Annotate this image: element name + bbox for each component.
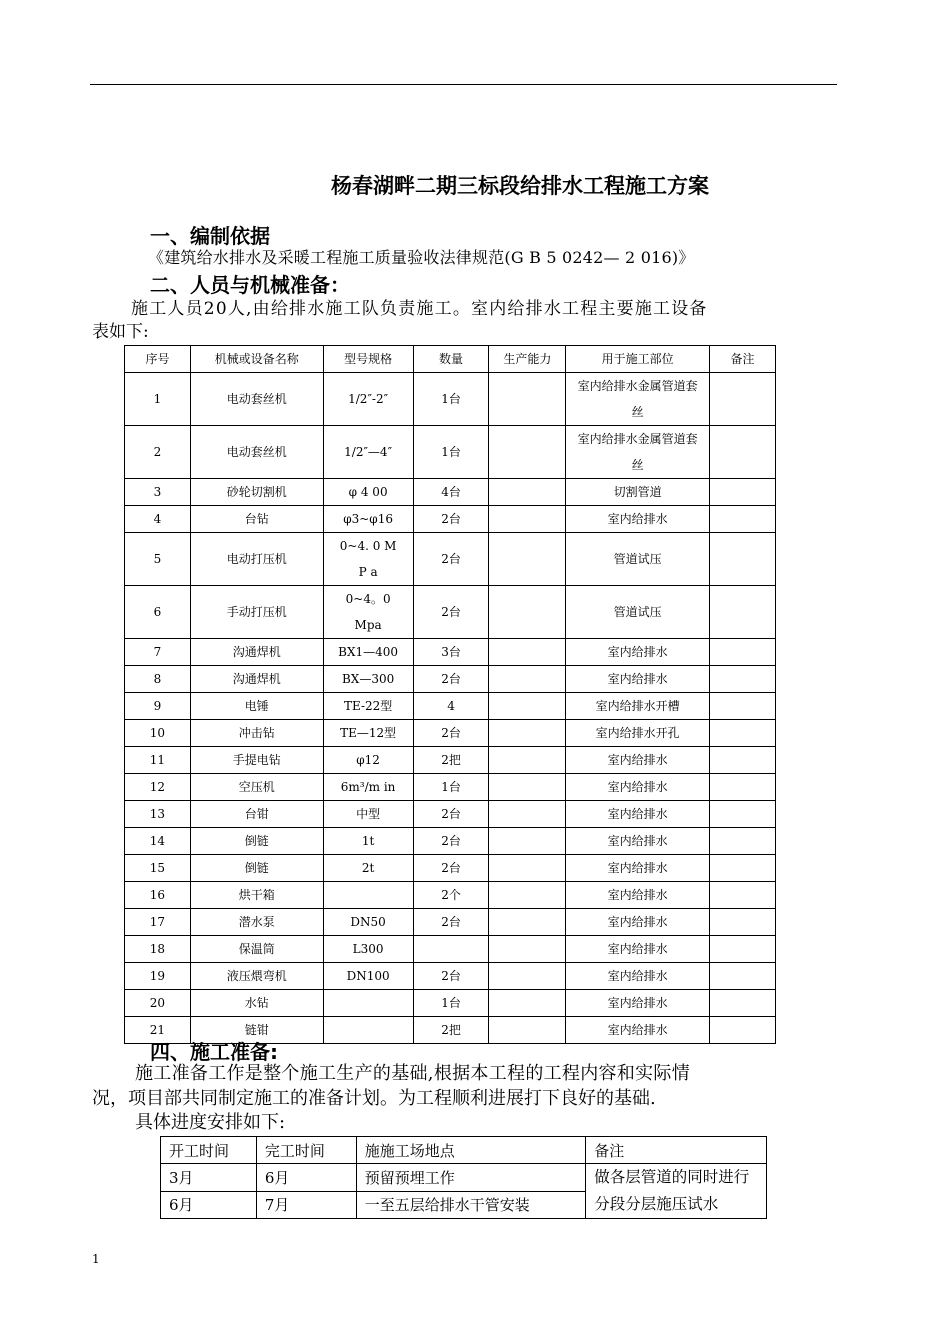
note-cell [710,963,776,990]
qty-cell: 2台 [413,720,489,747]
usage-cell: 室内给排水 [566,774,710,801]
schedule-header-note: 备注 [586,1137,767,1164]
section-2-text-line1: 施工人员20人,由给排水施工队负责施工。室内给排水工程主要施工设备 [131,299,708,319]
equipment-row [125,801,776,828]
seq-cell: 14 [125,828,191,855]
seq-cell: 4 [125,506,191,533]
header-rule [90,84,837,85]
qty-cell: 1台 [413,990,489,1017]
schedule-header-row [161,1137,767,1164]
capacity-cell [489,1017,566,1044]
equipment-row [125,882,776,909]
seq-cell: 11 [125,747,191,774]
seq-cell: 21 [125,1017,191,1044]
usage-cell: 室内给排水 [566,801,710,828]
usage-cell: 室内给排水 [566,936,710,963]
usage-cell: 室内给排水 [566,990,710,1017]
usage-cell: 室内给排水开槽 [566,693,710,720]
equipment-header-name: 机械或设备名称 [190,346,323,373]
seq-cell: 7 [125,639,191,666]
equipment-header-qty: 数量 [413,346,489,373]
capacity-cell [489,801,566,828]
qty-cell: 2台 [413,533,489,586]
name-cell: 砂轮切割机 [190,479,323,506]
equipment-row [125,479,776,506]
note-cell [710,693,776,720]
seq-cell: 15 [125,855,191,882]
note-cell [710,909,776,936]
model-cell: 0~4。0 Mpa [323,586,413,639]
equipment-row [125,693,776,720]
schedule-location-cell: 预留预埋工作 [356,1164,586,1192]
capacity-cell [489,586,566,639]
usage-cell: 室内给排水 [566,855,710,882]
note-cell [710,586,776,639]
section-1-heading: 一、编制依据 [150,224,270,248]
name-cell: 电动打压机 [190,533,323,586]
capacity-cell [489,639,566,666]
name-cell: 倒链 [190,828,323,855]
qty-cell: 1台 [413,426,489,479]
usage-cell: 室内给排水 [566,666,710,693]
note-cell [710,506,776,533]
equipment-header-seq: 序号 [125,346,191,373]
usage-cell: 室内给排水金属管道套丝 [566,426,710,479]
equipment-row [125,426,776,479]
section-4-text-line3: 具体进度安排如下: [135,1112,286,1133]
equipment-row [125,828,776,855]
usage-cell: 室内给排水 [566,506,710,533]
note-cell [710,855,776,882]
seq-cell: 17 [125,909,191,936]
qty-cell: 2把 [413,747,489,774]
note-cell [710,479,776,506]
model-cell: φ3~φ16 [323,506,413,533]
name-cell: 电动套丝机 [190,426,323,479]
equipment-row [125,506,776,533]
capacity-cell [489,720,566,747]
schedule-header-end: 完工时间 [256,1137,356,1164]
usage-cell: 室内给排水金属管道套丝 [566,373,710,426]
capacity-cell [489,855,566,882]
capacity-cell [489,990,566,1017]
qty-cell: 2台 [413,909,489,936]
model-cell: TE-22型 [323,693,413,720]
section-2-text-line2: 表如下: [92,322,149,342]
seq-cell: 5 [125,533,191,586]
equipment-header-capacity: 生产能力 [489,346,566,373]
qty-cell: 2台 [413,963,489,990]
note-cell [710,936,776,963]
model-cell: 0~4. 0 M P a [323,533,413,586]
name-cell: 沟通焊机 [190,639,323,666]
note-cell [710,747,776,774]
equipment-table [124,345,776,1044]
schedule-start-cell: 6月 [161,1191,257,1219]
capacity-cell [489,373,566,426]
model-cell: φ 4 00 [323,479,413,506]
note-cell [710,774,776,801]
usage-cell: 室内给排水 [566,909,710,936]
equipment-row [125,533,776,586]
note-cell [710,426,776,479]
name-cell: 沟通焊机 [190,666,323,693]
name-cell: 烘干箱 [190,882,323,909]
equipment-row [125,936,776,963]
equipment-header-model: 型号规格 [323,346,413,373]
note-cell [710,720,776,747]
name-cell: 空压机 [190,774,323,801]
capacity-cell [489,506,566,533]
usage-cell: 管道试压 [566,586,710,639]
note-cell [710,828,776,855]
model-cell: BX—300 [323,666,413,693]
note-cell [710,1017,776,1044]
usage-cell: 管道试压 [566,533,710,586]
qty-cell: 2台 [413,801,489,828]
page-number: 1 [92,1252,100,1266]
schedule-end-cell: 6月 [256,1164,356,1192]
seq-cell: 3 [125,479,191,506]
name-cell: 倒链 [190,855,323,882]
capacity-cell [489,693,566,720]
capacity-cell [489,909,566,936]
model-cell: BX1—400 [323,639,413,666]
seq-cell: 9 [125,693,191,720]
equipment-row [125,909,776,936]
seq-cell: 12 [125,774,191,801]
qty-cell: 2台 [413,506,489,533]
model-cell [323,990,413,1017]
usage-cell: 室内给排水 [566,747,710,774]
section-4-heading: 四、施工准备: [150,1040,278,1064]
equipment-header-usage: 用于施工部位 [566,346,710,373]
equipment-row [125,963,776,990]
note-cell [710,639,776,666]
seq-cell: 19 [125,963,191,990]
capacity-cell [489,747,566,774]
name-cell: 潜水泵 [190,909,323,936]
equipment-row [125,990,776,1017]
seq-cell: 2 [125,426,191,479]
name-cell: 手提电钻 [190,747,323,774]
seq-cell: 1 [125,373,191,426]
note-cell [710,373,776,426]
model-cell: 2t [323,855,413,882]
equipment-row [125,720,776,747]
schedule-table [160,1136,767,1219]
seq-cell: 16 [125,882,191,909]
seq-cell: 10 [125,720,191,747]
equipment-row [125,774,776,801]
qty-cell [413,936,489,963]
capacity-cell [489,666,566,693]
seq-cell: 8 [125,666,191,693]
capacity-cell [489,533,566,586]
note-cell [710,882,776,909]
model-cell: φ12 [323,747,413,774]
equipment-row [125,666,776,693]
schedule-end-cell: 7月 [256,1191,356,1219]
capacity-cell [489,963,566,990]
document-title: 杨春湖畔二期三标段给排水工程施工方案 [331,174,709,198]
usage-cell: 室内给排水 [566,963,710,990]
equipment-row [125,855,776,882]
model-cell [323,1017,413,1044]
seq-cell: 13 [125,801,191,828]
qty-cell: 1台 [413,373,489,426]
note-cell [710,533,776,586]
schedule-header-location: 施施工场地点 [356,1137,586,1164]
qty-cell: 4 [413,693,489,720]
equipment-row [125,747,776,774]
name-cell: 保温筒 [190,936,323,963]
qty-cell: 2台 [413,828,489,855]
section-1-text: 《建筑给水排水及采暖工程施工质量验收法律规范(G B 5 0242— 2 016)》 [148,248,695,267]
model-cell: 6m³/m in [323,774,413,801]
capacity-cell [489,936,566,963]
schedule-location-cell: 一至五层给排水干管安装 [356,1191,586,1219]
schedule-header-start: 开工时间 [161,1137,257,1164]
schedule-start-cell: 3月 [161,1164,257,1192]
qty-cell: 1台 [413,774,489,801]
model-cell: DN100 [323,963,413,990]
model-cell: TE—12型 [323,720,413,747]
name-cell: 液压煨弯机 [190,963,323,990]
qty-cell: 4台 [413,479,489,506]
equipment-row [125,639,776,666]
note-cell [710,666,776,693]
equipment-header-row [125,346,776,373]
model-cell: 1/2″-2″ [323,373,413,426]
name-cell: 电锤 [190,693,323,720]
model-cell: 1/2″—4″ [323,426,413,479]
section-4-text-line1: 施工准备工作是整个施工生产的基础,根据本工程的工程内容和实际情 [135,1063,691,1084]
name-cell: 电动套丝机 [190,373,323,426]
usage-cell: 切割管道 [566,479,710,506]
model-cell: 1t [323,828,413,855]
qty-cell: 2把 [413,1017,489,1044]
name-cell: 手动打压机 [190,586,323,639]
model-cell: DN50 [323,909,413,936]
capacity-cell [489,774,566,801]
capacity-cell [489,882,566,909]
seq-cell: 20 [125,990,191,1017]
usage-cell: 室内给排水 [566,1017,710,1044]
note-cell [710,990,776,1017]
capacity-cell [489,479,566,506]
name-cell: 台钳 [190,801,323,828]
section-2-heading: 二、人员与机械准备： [150,273,350,297]
usage-cell: 室内给排水 [566,828,710,855]
capacity-cell [489,828,566,855]
qty-cell: 2台 [413,666,489,693]
qty-cell: 2台 [413,855,489,882]
seq-cell: 6 [125,586,191,639]
qty-cell: 2个 [413,882,489,909]
equipment-row [125,586,776,639]
model-cell [323,882,413,909]
qty-cell: 2台 [413,586,489,639]
note-cell [710,801,776,828]
name-cell: 冲击钻 [190,720,323,747]
qty-cell: 3台 [413,639,489,666]
name-cell: 水钻 [190,990,323,1017]
capacity-cell [489,426,566,479]
equipment-row [125,373,776,426]
usage-cell: 室内给排水开孔 [566,720,710,747]
model-cell: 中型 [323,801,413,828]
schedule-row [161,1164,767,1192]
model-cell: L300 [323,936,413,963]
seq-cell: 18 [125,936,191,963]
name-cell: 台钻 [190,506,323,533]
equipment-header-note: 备注 [710,346,776,373]
usage-cell: 室内给排水 [566,639,710,666]
schedule-note-cell: 做各层管道的同时进行分段分层施压试水 [586,1164,767,1219]
section-4-text-line2: 况，项目部共同制定施工的准备计划。为工程顺利进展打下良好的基础. [92,1088,656,1109]
usage-cell: 室内给排水 [566,882,710,909]
name-cell: 链钳 [190,1017,323,1044]
